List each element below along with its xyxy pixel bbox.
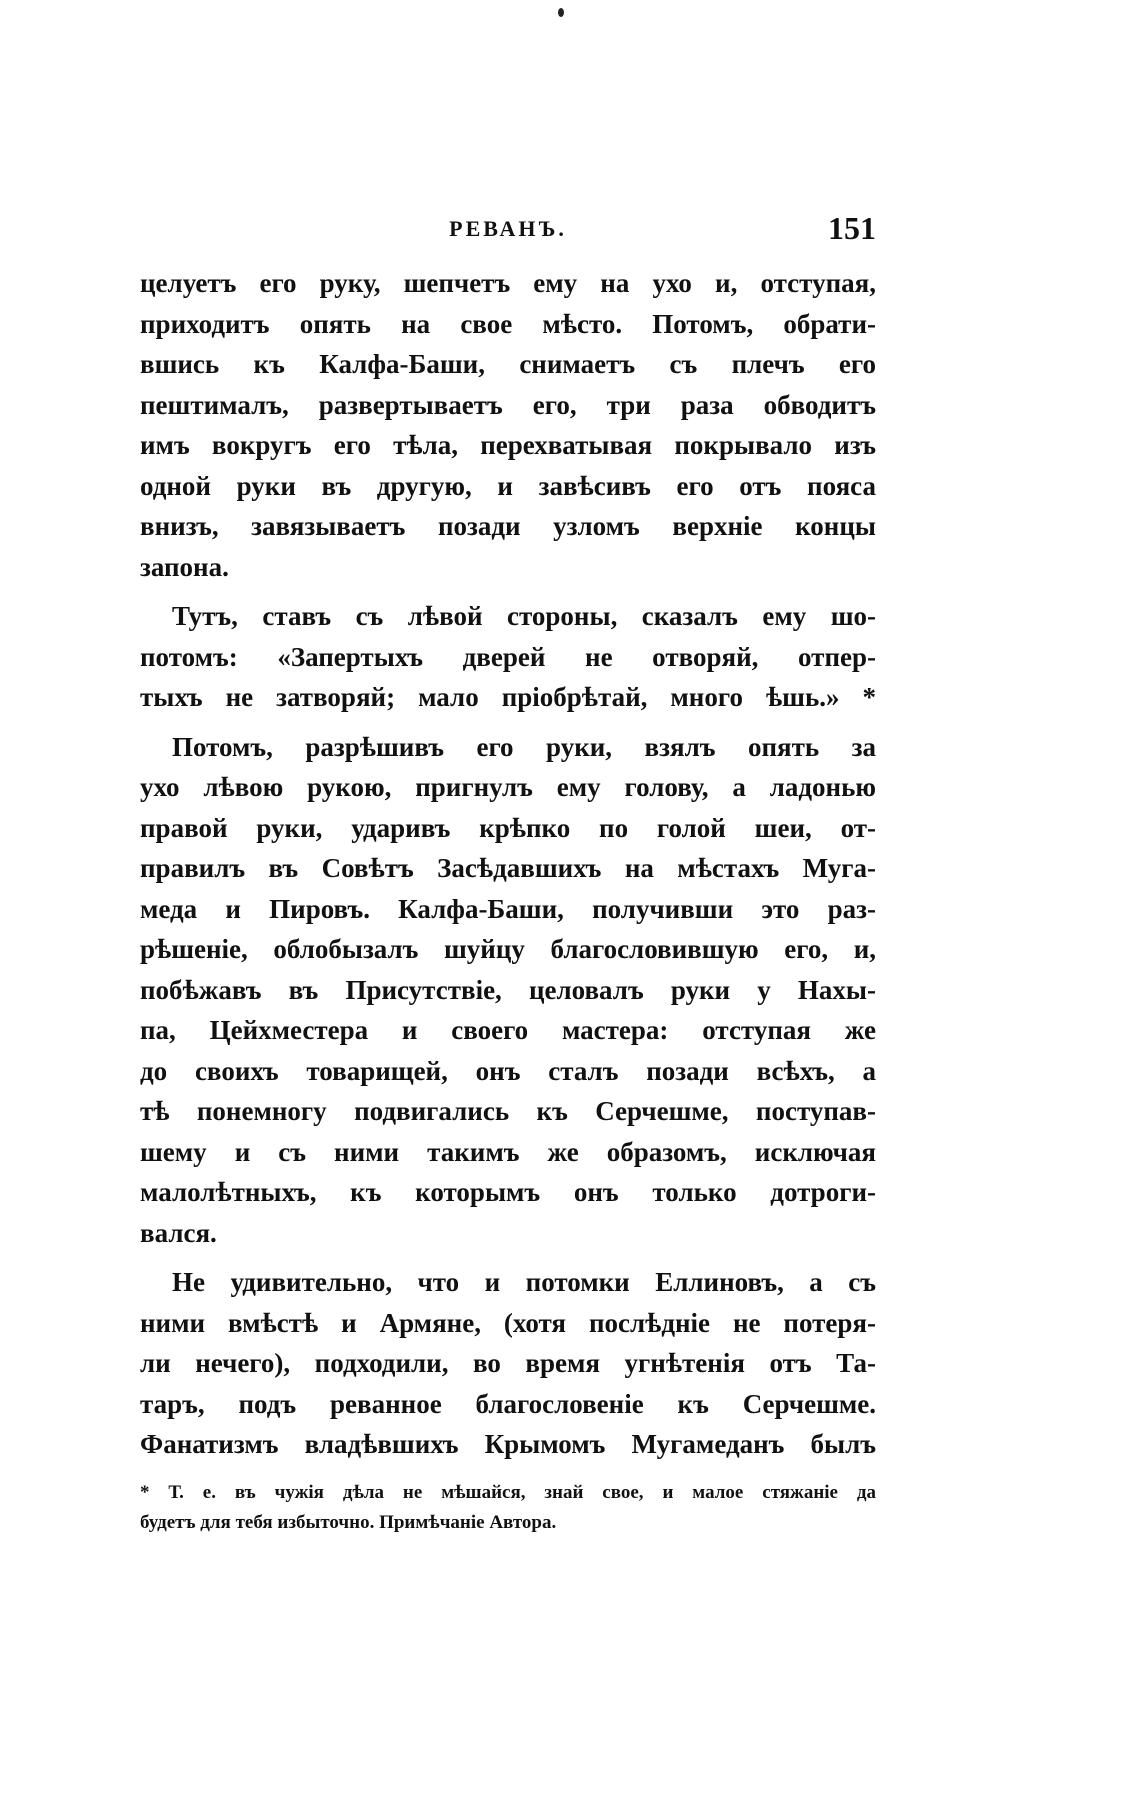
text-line: до своихъ товарищей, онъ сталъ позади всѣхъ, а [140, 1055, 876, 1086]
text-line: пештималъ, развертываетъ его, три раза обводитъ [140, 389, 876, 420]
text-line: таръ, подъ реванное благословеніе къ Серчешме. [140, 1388, 876, 1419]
text-line: приходитъ опять на свое мѣсто. Потомъ, обрати- [140, 308, 876, 339]
text-line: меда и Пировъ. Калфа-Баши, получивши это раз- [140, 893, 876, 924]
text-line: правилъ въ Совѣтъ Засѣдавшихъ на мѣстахъ Муга- [140, 853, 876, 883]
footnote [140, 1478, 876, 1538]
text-line: ними вмѣстѣ и Армяне, (хотя послѣдніе не потеря- [140, 1307, 876, 1338]
text-line: вшись къ Калфа-Баши, снимаетъ съ плечъ его [140, 349, 876, 379]
text-line: запона. [140, 551, 229, 582]
text-line: Тутъ, ставъ съ лѣвой стороны, сказалъ ему шо- [172, 601, 876, 631]
text-line: ухо лѣвою рукою, пригнулъ ему голову, а ладонью [140, 772, 876, 802]
running-head [140, 210, 876, 250]
text-line: имъ вокругъ его тѣла, перехватывая покрывало изъ [140, 430, 876, 460]
text-line: тѣ понемногу подвигались къ Серчешме, поступав- [140, 1096, 876, 1126]
footnote-line: * Т. е. въ чужія дѣла не мѣшайся, знай свое, и малое стяжаніе да [140, 1482, 876, 1503]
text-line: правой руки, ударивъ крѣпко по голой шеи, от- [140, 812, 876, 843]
text-line: вался. [140, 1217, 217, 1248]
footnote-line: будетъ для тебя избыточно. Примѣчаніе Автора. [140, 1512, 557, 1533]
text-line: Потомъ, разрѣшивъ его руки, взялъ опять за [172, 731, 876, 762]
text-line: Фанатизмъ владѣвшихъ Крымомъ Мугамеданъ былъ [140, 1429, 876, 1459]
text-line: побѣжавъ въ Присутствіе, целовалъ руки у Нахы- [140, 974, 876, 1005]
text-line: целуетъ его руку, шепчетъ ему на ухо и, отступая, [140, 268, 876, 298]
text-line: па, Цейхместера и своего мастера: отступая же [140, 1015, 876, 1045]
text-line: потомъ: «Запертыхъ дверей не отворяй, отпер- [140, 641, 876, 672]
ink-speck-decoration [558, 8, 564, 17]
text-line: одной руки въ другую, и завѣсивъ его отъ пояса [140, 470, 876, 501]
page-number: 151 [828, 210, 876, 246]
text-line: внизъ, завязываетъ позади узломъ верхніе концы [140, 511, 876, 541]
text-line: тыхъ не затворяй; мало пріобрѣтай, много ѣшь.» * [140, 682, 876, 712]
text-line: ли нечего), подходили, во время угнѣтенія отъ Та- [140, 1348, 876, 1378]
text-line: малолѣтныхъ, къ которымъ онъ только дотроги- [140, 1177, 876, 1207]
body-text [140, 263, 876, 1465]
text-line: рѣшеніе, облобызалъ шуйцу благословившую его, и, [140, 934, 876, 964]
text-line: Не удивительно, что и потомки Еллиновъ, а съ [172, 1267, 876, 1297]
running-title: РЕВАНЪ. [449, 216, 567, 241]
text-line: шему и съ ними такимъ же образомъ, исключая [140, 1136, 876, 1167]
